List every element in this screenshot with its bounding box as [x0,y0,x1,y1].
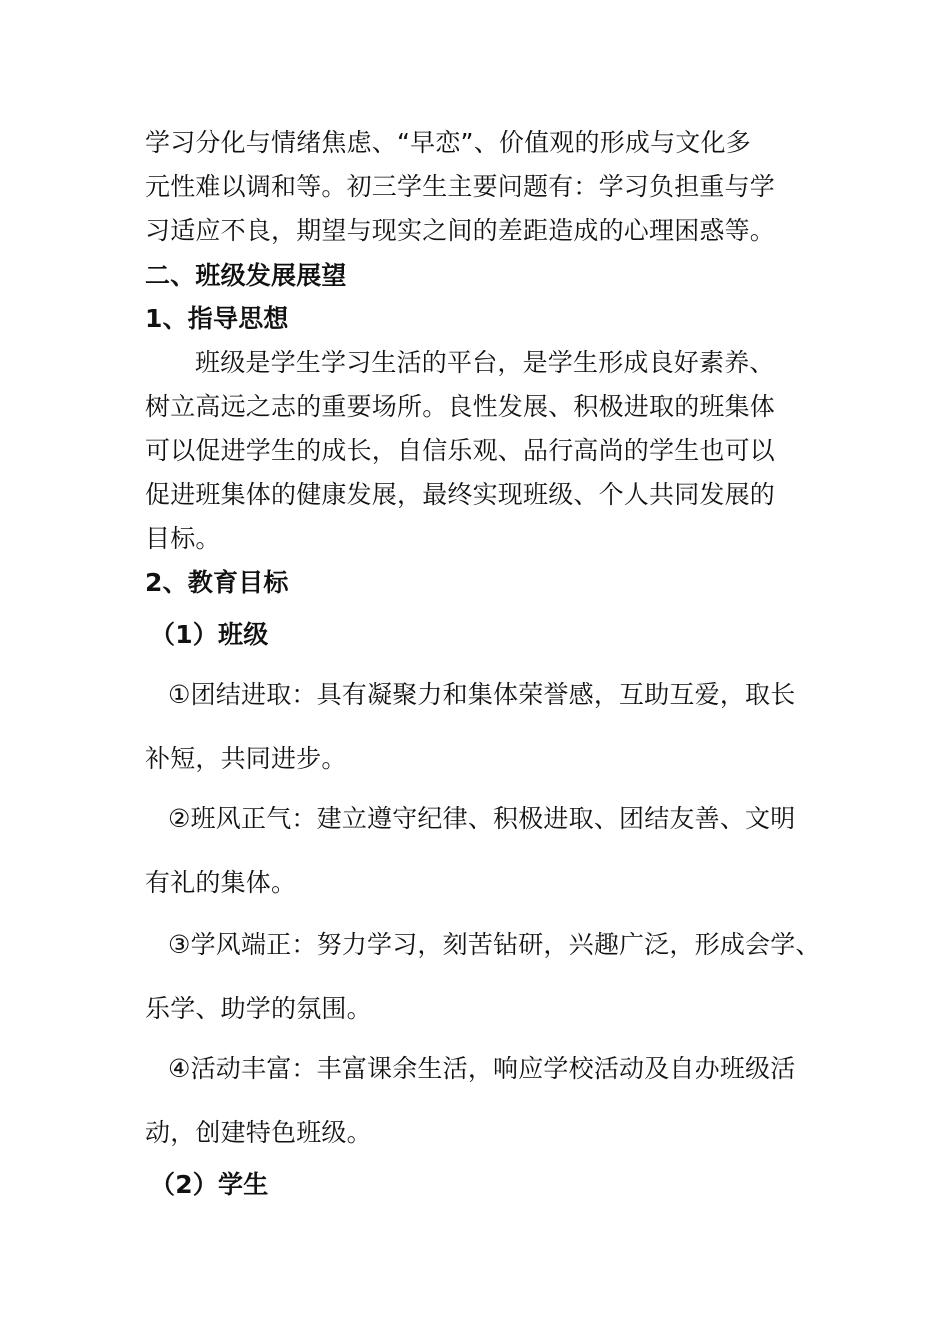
paragraph-line: 目标。 [145,524,221,553]
student-heading: （2）学生 [150,1170,269,1199]
paragraph-line: 习适应不良，期望与现实之间的差距造成的心理困惑等。 [145,216,776,245]
list-item-line: ④活动丰富：丰富课余生活，响应学校活动及自办班级活 [168,1054,796,1083]
list-item-line: 乐学、助学的氛围。 [145,994,372,1023]
paragraph-line: 树立高远之志的重要场所。良性发展、积极进取的班集体 [145,392,776,421]
paragraph-line: 学习分化与情绪焦虑、“早恋”、价值观的形成与文化多 [145,128,751,157]
list-item-line: 动，创建特色班级。 [145,1118,372,1147]
subsection-heading-goals: 2、教育目标 [145,568,289,597]
paragraph-line: 元性难以调和等。初三学生主要问题有：学习负担重与学 [145,172,776,201]
paragraph-line: 可以促进学生的成长，自信乐观、品行高尚的学生也可以 [145,436,776,465]
section-heading: 二、班级发展展望 [145,261,347,290]
paragraph-line: 促进班集体的健康发展，最终实现班级、个人共同发展的 [145,480,776,509]
list-item-line: 有礼的集体。 [145,868,297,897]
subsection-heading-guiding: 1、指导思想 [145,304,289,333]
list-item-line: ②班风正气：建立遵守纪律、积极进取、团结友善、文明 [168,804,796,833]
paragraph-line: 班级是学生学习生活的平台，是学生形成良好素养、 [195,348,775,377]
list-item-line: ①团结进取：具有凝聚力和集体荣誉感，互助互爱，取长 [168,680,796,709]
list-item-line: ③学风端正：努力学习，刻苦钻研，兴趣广泛，形成会学、 [168,930,821,959]
class-heading: （1）班级 [150,620,269,649]
list-item-line: 补短，共同进步。 [145,744,347,773]
